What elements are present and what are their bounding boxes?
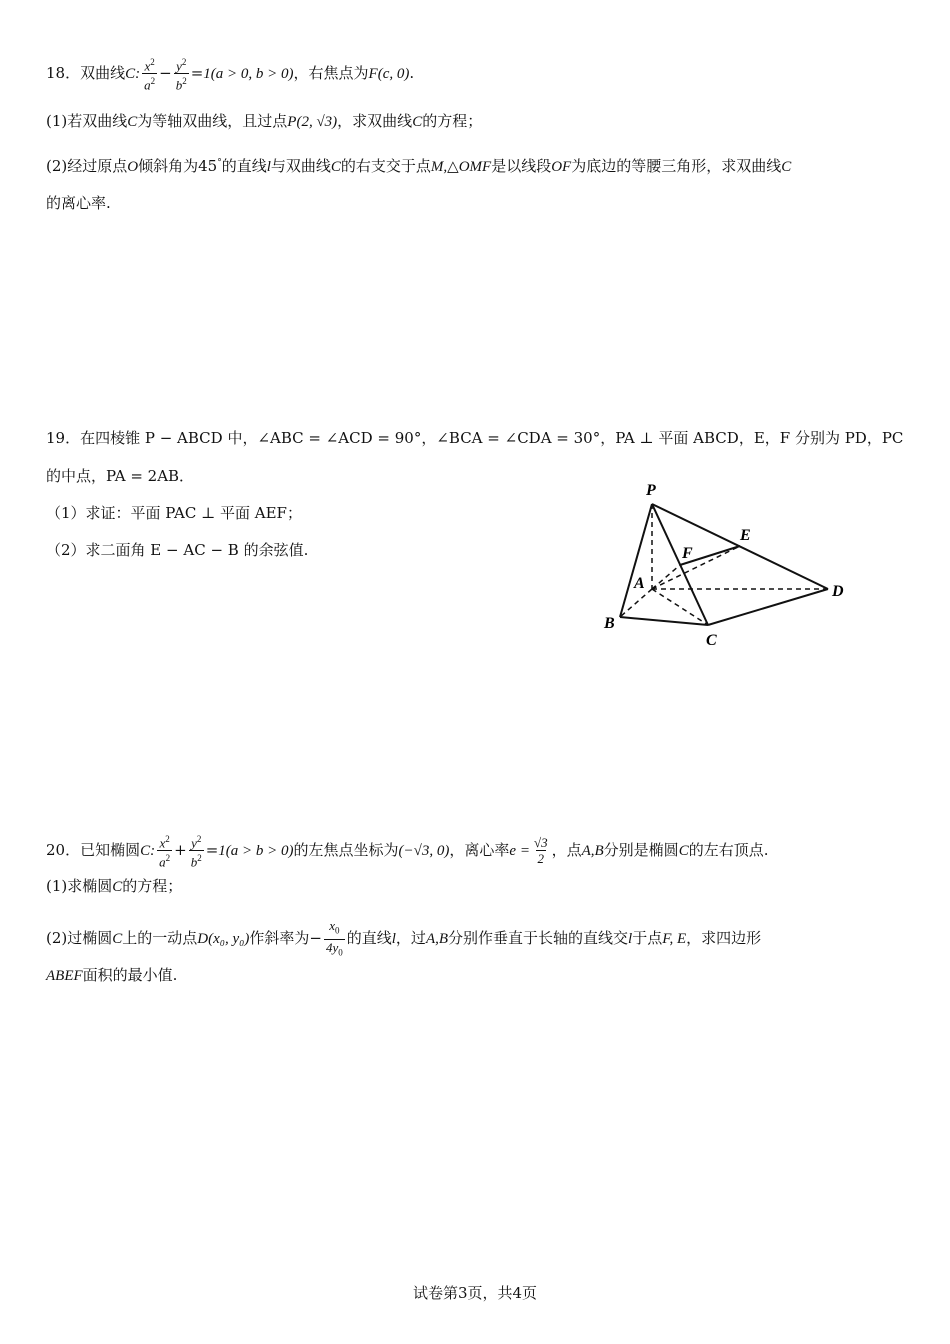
q20-focus: (−√3, 0) bbox=[398, 842, 450, 859]
q20-p2-ab: A,B bbox=[425, 931, 449, 948]
q20-stem-b: 的左焦点坐标为 bbox=[293, 840, 399, 859]
q18-part2-cont bbox=[46, 193, 111, 213]
q18-p2-a: 倾斜角为45 bbox=[138, 157, 218, 175]
q20-p2-i: 于点 bbox=[632, 929, 663, 948]
q18-p2-cvar2: C bbox=[781, 159, 792, 175]
q20-p1-a: (1)求椭圆 bbox=[46, 877, 113, 895]
label-B: B bbox=[604, 615, 615, 632]
q18-p1-var: C bbox=[127, 114, 138, 130]
edge-CD bbox=[708, 589, 828, 625]
q20-p2-k: 面积的最小值. bbox=[82, 966, 178, 984]
q18-p2-g: 的离心率. bbox=[46, 194, 111, 212]
q18-var-c: C bbox=[125, 65, 136, 82]
q20-p2-h: 分别作垂直于长轴的直线交 bbox=[448, 929, 629, 948]
q18-frac-x: $\frac{x^2}{a^2}$ bbox=[144, 57, 156, 93]
q18-number: 18． bbox=[46, 63, 81, 82]
edge-AE bbox=[652, 546, 740, 589]
q20-p2-j: ，求四边形 bbox=[686, 929, 762, 948]
q18-p2-of: OF bbox=[551, 159, 572, 175]
q20-p2-e: 作斜率为 bbox=[249, 929, 310, 948]
q18-p2-b: 的直线 bbox=[221, 157, 267, 175]
q20-part2-cont bbox=[46, 965, 177, 986]
q18-p2-c: 与双曲线 bbox=[270, 157, 331, 175]
label-E: E bbox=[740, 527, 751, 544]
q18-p1-var2: C bbox=[412, 114, 423, 130]
q20-p2-b: 上的一动点 bbox=[122, 929, 198, 948]
q20-stem: 20．已知椭圆C: $\frac{x^2}{a^2}$ + $\frac{y^2}{b^2}$ =1(a > b > 0)的左焦点坐标为(−√3, 0)，离心率e = $\frac{√3}{2}$ ，点A,B分别是椭圆C的左右顶点. bbox=[46, 834, 769, 870]
q20-stem-d: ，离心率 bbox=[449, 840, 510, 859]
q20-p1-c: C bbox=[112, 879, 123, 895]
q18-part2: (2)经过原点O倾斜角为45°的直线l与双曲线C的右支交于点M,△OMF是以线段OF为底边的等腰三角形，求双曲线C bbox=[46, 157, 792, 175]
q20-var-c2: C bbox=[678, 842, 689, 859]
q20-frac-e: $\frac{√3}{2}$ bbox=[533, 835, 548, 867]
q20-p2-fe: F, E bbox=[662, 931, 687, 948]
q18-p2-d: 的右支交于点 bbox=[340, 157, 431, 175]
q19-part1: （1）求证：平面 PAC ⊥ 平面 AEF； bbox=[46, 504, 302, 522]
q18-stem-pre: 双曲线 bbox=[80, 63, 126, 82]
edge-PB bbox=[620, 504, 652, 617]
q20-p2-l2: l bbox=[628, 931, 633, 948]
q20-frac-x: $\frac{x^2}{a^2}$ bbox=[159, 834, 171, 870]
label-D: D bbox=[832, 583, 844, 600]
q18-p2-pre: (2)经过原点 bbox=[46, 157, 128, 175]
q18-p1-pre: (1)若双曲线 bbox=[46, 112, 128, 130]
q20-part1 bbox=[46, 876, 182, 897]
label-A: A bbox=[634, 575, 645, 592]
q20-p2-g: ，过 bbox=[395, 929, 426, 948]
q20-number: 20． bbox=[46, 840, 81, 859]
q20-condition: 1(a > b > 0) bbox=[218, 842, 294, 859]
edge-AF bbox=[652, 565, 680, 589]
q19-line1: 19．在四棱锥 P − ABCD 中，∠ABC = ∠ACD = 90°，∠BCA = ∠CDA = 30°，PA ⊥ 平面 ABCD，E，F 分别为 PD，PC bbox=[46, 429, 904, 447]
q20-p2-d: D(x₀, y₀) bbox=[197, 931, 250, 948]
q18-p2-o: O bbox=[127, 159, 139, 175]
q18-condition: 1(a > 0, b > 0) bbox=[203, 65, 294, 82]
q20-p2-c: C bbox=[112, 931, 123, 948]
q18-p1-end: 的方程； bbox=[422, 112, 483, 130]
q18-p2-tri: ,△OMF bbox=[443, 159, 492, 175]
q20-stem-f: ，点 bbox=[551, 840, 582, 859]
q18-p1-point: P(2, √3) bbox=[287, 114, 338, 130]
q20-e: e = bbox=[509, 842, 530, 859]
q18-stem-mid: ，右焦点为 bbox=[293, 63, 369, 82]
page-footer: 试卷第3页，共4页 bbox=[412, 1284, 538, 1302]
q18-part1 bbox=[46, 111, 482, 132]
q19-pyramid-figure bbox=[590, 475, 860, 655]
label-F: F bbox=[682, 545, 693, 562]
q19-part2: （2）求二面角 E − AC − B 的余弦值. bbox=[46, 541, 309, 559]
q20-stem-g: 分别是椭圆 bbox=[603, 840, 679, 859]
q18-p2-cvar: C bbox=[330, 159, 341, 175]
q18-stem: 18．双曲线C: $\frac{x^2}{a^2}$ − $\frac{y^2}{b^2}$ =1(a > 0, b > 0)，右焦点为F(c, 0). bbox=[46, 57, 415, 93]
q20-var-c: C bbox=[140, 842, 151, 859]
q18-stem-end: . bbox=[409, 63, 415, 82]
q20-stem-h: 的左右顶点. bbox=[688, 840, 769, 859]
label-P: P bbox=[646, 482, 656, 499]
q20-p2-a: (2)过椭圆 bbox=[46, 929, 113, 948]
q20-p2-l: l bbox=[391, 931, 396, 948]
q18-frac-y: $\frac{y^2}{b^2}$ bbox=[175, 57, 187, 93]
q18-p2-m: M bbox=[430, 159, 444, 175]
q18-p1-post: ，求双曲线 bbox=[337, 112, 413, 130]
q20-frac-y: $\frac{y^2}{b^2}$ bbox=[190, 834, 202, 870]
q18-focus: F(c, 0) bbox=[368, 65, 410, 82]
edge-BC bbox=[620, 617, 708, 625]
q20-part2: (2)过椭圆C上的一动点D(x₀, y₀)作斜率为− $\frac{x_0}{4y_0}$ 的直线l，过A,B分别作垂直于长轴的直线交l于点F, E，求四边形 bbox=[46, 918, 761, 960]
q18-p2-e: 是以线段 bbox=[491, 157, 552, 175]
q18-p2-l: l bbox=[266, 159, 271, 175]
q20-frac-slope: $\frac{x_0}{4y_0}$ bbox=[324, 918, 345, 960]
q18-p2-f: 为底边的等腰三角形，求双曲线 bbox=[571, 157, 782, 175]
q18-p1-mid: 为等轴双曲线，且过点 bbox=[137, 112, 288, 130]
q19-line2: 的中点，PA = 2AB． bbox=[46, 467, 195, 485]
q20-stem-a: 已知椭圆 bbox=[80, 840, 141, 859]
label-C: C bbox=[706, 632, 717, 649]
q20-p2-f: 的直线 bbox=[346, 929, 392, 948]
q20-p1-b: 的方程； bbox=[122, 877, 183, 895]
q20-p2-abef: ABEF bbox=[46, 968, 83, 984]
q20-ab: A,B bbox=[581, 842, 604, 859]
